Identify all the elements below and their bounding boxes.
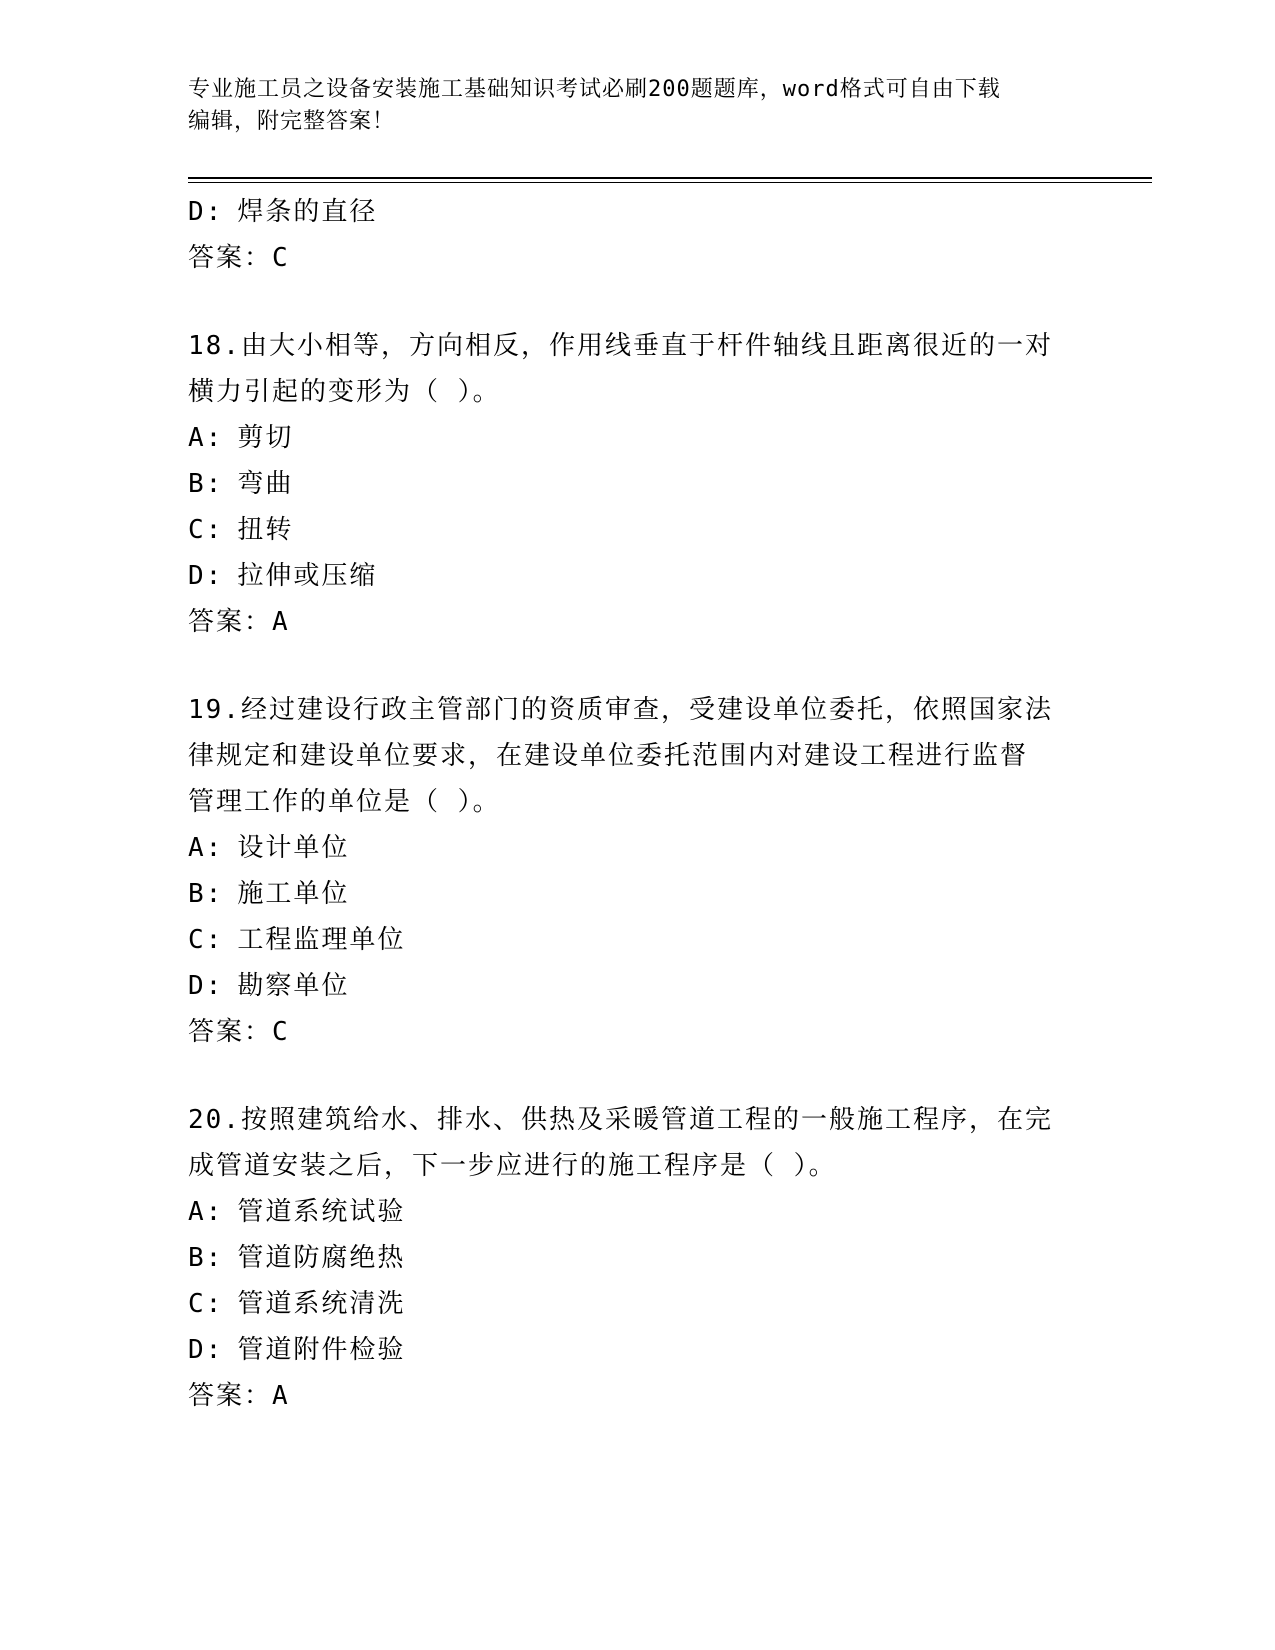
option-a: [188, 1189, 1088, 1235]
question-stem-line: 管理工作的单位是（ ）。: [188, 787, 501, 817]
option-letter: D:: [188, 1335, 224, 1365]
answer-value: C: [272, 1017, 290, 1047]
option-letter: A:: [188, 1197, 224, 1227]
option-c: [188, 507, 1088, 553]
option-text: 管道系统试验: [237, 1197, 406, 1227]
option-letter: B:: [188, 879, 224, 909]
option-d: [188, 553, 1088, 599]
option-letter: D:: [188, 197, 224, 227]
option-letter: D:: [188, 561, 224, 591]
answer: [188, 1009, 1088, 1055]
option-text: 管道附件检验: [237, 1335, 406, 1365]
question-stem-line: 横力引起的变形为（ ）。: [188, 377, 501, 407]
option-text: 扭转: [237, 515, 294, 545]
answer-value: C: [272, 243, 290, 273]
answer-label: 答案：: [188, 1017, 273, 1047]
option-letter: B:: [188, 469, 224, 499]
option-letter: A:: [188, 833, 224, 863]
option-text: 工程监理单位: [237, 925, 406, 955]
option-text: 勘察单位: [237, 971, 350, 1001]
question-stem-line: 成管道安装之后，下一步应进行的施工程序是（ ）。: [188, 1151, 837, 1181]
header-divider-thick: [188, 177, 1152, 179]
option-d: [188, 1327, 1088, 1373]
option-b: [188, 1235, 1088, 1281]
option-b: [188, 871, 1088, 917]
answer: [188, 1373, 1088, 1419]
option-text: 管道系统清洗: [237, 1289, 406, 1319]
question-stem-line: 20.按照建筑给水、排水、供热及采暖管道工程的一般施工程序，在完: [188, 1105, 1053, 1135]
option-letter: D:: [188, 971, 224, 1001]
question-stem-line: 律规定和建设单位要求，在建设单位委托范围内对建设工程进行监督: [188, 741, 1029, 771]
answer-label: 答案：: [188, 243, 273, 273]
question-content: [188, 189, 1088, 1419]
option-text: 焊条的直径: [237, 197, 378, 227]
question-stem-line: 18.由大小相等，方向相反，作用线垂直于杆件轴线且距离很近的一对: [188, 331, 1053, 361]
option-text: 拉伸或压缩: [237, 561, 378, 591]
answer-value: A: [272, 1381, 290, 1411]
option-letter: A:: [188, 423, 224, 453]
answer-label: 答案：: [188, 607, 273, 637]
option-text: 弯曲: [237, 469, 294, 499]
option-letter: C:: [188, 515, 224, 545]
option-c: [188, 1281, 1088, 1327]
question-18: [188, 323, 1088, 645]
question-20: [188, 1097, 1088, 1419]
option-text: 剪切: [237, 423, 294, 453]
header-line-1: 专业施工员之设备安装施工基础知识考试必刷200题题库，word格式可自由下载: [188, 77, 1001, 102]
option-letter: C:: [188, 1289, 224, 1319]
option-c: [188, 917, 1088, 963]
option-a: [188, 825, 1088, 871]
option-text: 设计单位: [237, 833, 350, 863]
page-header: [188, 74, 1088, 138]
answer-value: A: [272, 607, 290, 637]
option-a: [188, 415, 1088, 461]
option-b: [188, 461, 1088, 507]
carryover-option-d: [188, 189, 1088, 235]
header-divider-thin: [188, 182, 1152, 183]
option-d: [188, 963, 1088, 1009]
question-19: [188, 687, 1088, 1055]
option-letter: B:: [188, 1243, 224, 1273]
option-text: 管道防腐绝热: [237, 1243, 406, 1273]
option-text: 施工单位: [237, 879, 350, 909]
answer: [188, 599, 1088, 645]
option-letter: C:: [188, 925, 224, 955]
carryover-answer: [188, 235, 1088, 281]
question-stem-line: 19.经过建设行政主管部门的资质审查，受建设单位委托，依照国家法: [188, 695, 1053, 725]
answer-label: 答案：: [188, 1381, 273, 1411]
header-line-2: 编辑，附完整答案！: [188, 109, 396, 134]
